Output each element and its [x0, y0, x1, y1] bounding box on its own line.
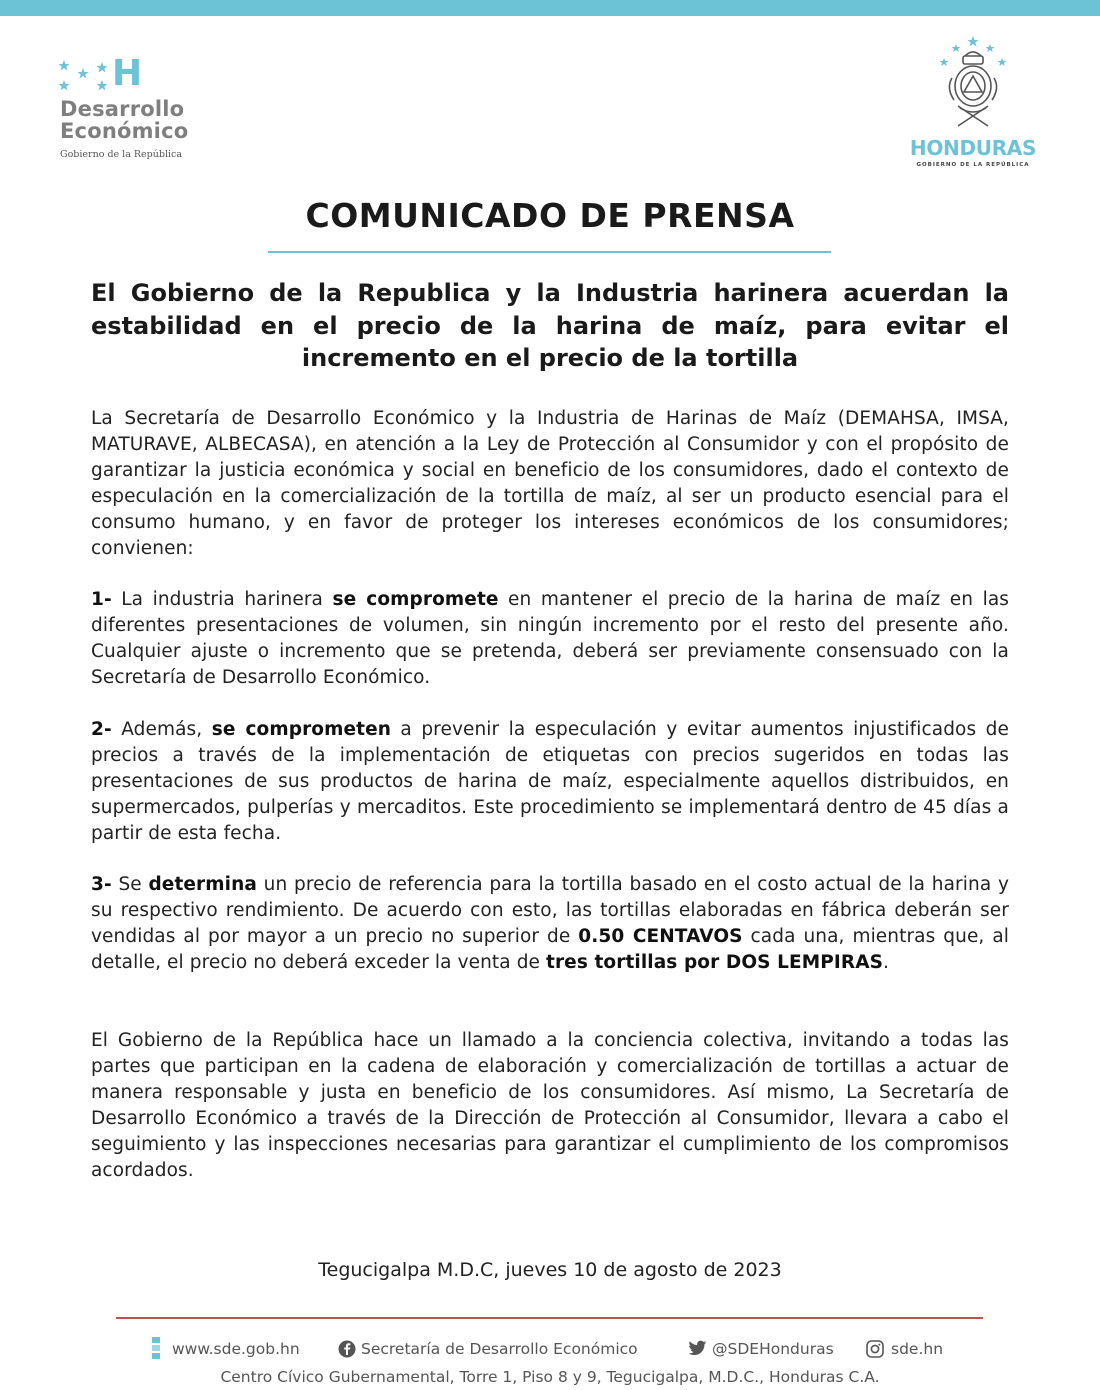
logo-h-letter: H — [112, 53, 143, 94]
point-2-post: a prevenir la especulación y evitar aumentos injustificados de precios a través de la implementación de etiquetas con precios sugeridos en todas las presentaciones de sus productos de harina de maíz, especialmente aquellos distribuidos, en supermercados, pulperías y mercaditos. Este procedimiento se implementará dentro de 45 días a partir de esta fecha. — [91, 719, 1009, 844]
instagram-icon — [866, 1340, 884, 1358]
facebook-icon — [338, 1340, 356, 1358]
point-3-price: 0.50 CENTAVOS — [578, 926, 743, 947]
point-1-bold: se compromete — [332, 589, 499, 610]
footer-website-text: www.sde.gob.hn — [172, 1340, 300, 1358]
logo-word-economico: Económico — [60, 119, 189, 143]
logo-word-desarrollo: Desarrollo — [60, 97, 185, 121]
closing-paragraph: El Gobierno de la República hace un llamado a la conciencia colectiva, invitando a todas las partes que participan en la cadena de elaboración y comercialización de tortillas a actuar de manera responsable y justa en beneficio de los consumidores. Así mismo, La Secretaría de Desarrollo Económico a través de la Dirección de Protección al Consumidor, llevara a cabo el seguimiento y las inspecciones necesarias para garantizar el cumplimiento de los compromisos acordados. — [91, 1030, 1009, 1181]
document-title: COMUNICADO DE PRENSA — [305, 196, 795, 235]
intro-paragraph: La Secretaría de Desarrollo Económico y la Industria de Harinas de Maíz (DEMAHSA, IMSA, MATURAVE, ALBECASA), en atención a la Ley de Protección al Consumidor y con el propósito de garantizar la justicia económica y social en beneficio de los consumidores, dado el contexto de especulación en la comercialización de la tortilla de maíz, al ser un producto esencial para el consumo humano, y en favor de proteger los intereses económicos de los consumidores; convienen: — [91, 408, 1009, 559]
twitter-icon — [688, 1340, 707, 1357]
point-3-retail: tres tortillas por DOS LEMPIRAS — [546, 952, 884, 973]
footer-address: Centro Cívico Gubernamental, Torre 1, Piso 8 y 9, Tegucigalpa, M.D.C., Honduras C.A. — [220, 1368, 880, 1386]
logo-tagline: Gobierno de la República — [60, 149, 183, 160]
point-1-pre: La industria harinera — [111, 589, 333, 610]
footer-facebook[interactable] — [338, 1336, 683, 1362]
footer-divider — [116, 1317, 983, 1319]
footer-twitter-text: @SDEHonduras — [712, 1340, 834, 1358]
point-1-post: en mantener el precio de la harina de maíz en las diferentes presentaciones de volumen, sin ningún incremento por el resto del presente año. Cualquier ajuste o incremento que se pretenda, deberá ser previamente consensuado con la Secretaría de Desarrollo Económico. — [91, 589, 1009, 688]
point-2-bold: se comprometen — [211, 719, 391, 740]
flag-bar-icon — [150, 1337, 162, 1359]
footer-instagram[interactable] — [866, 1336, 966, 1362]
logo-country-tagline: GOBIERNO DE LA REPÚBLICA — [916, 162, 1030, 168]
footer-instagram-text: sde.hn — [891, 1340, 944, 1358]
point-1-paragraph — [91, 587, 1009, 691]
logo-country-name: HONDURAS — [909, 136, 1037, 160]
point-3-post: . — [883, 952, 890, 973]
document-headline: El Gobierno de la Republica y la Industria harinera acuerdan la estabilidad en el precio de la harina de maíz, para evitar el incremento en el precio de la tortilla — [91, 279, 1009, 372]
point-3-number: 3- — [91, 874, 112, 895]
point-3-paragraph — [91, 872, 1009, 976]
point-2-paragraph — [91, 717, 1009, 847]
point-3-mid2: cada una, mientras que, al detalle, el precio no deberá exceder la venta de — [91, 926, 1010, 973]
footer-facebook-text: Secretaría de Desarrollo Económico — [361, 1340, 638, 1358]
point-3-bold: determina — [148, 874, 257, 895]
point-2-number: 2- — [91, 719, 112, 740]
desarrollo-economico-logo — [58, 53, 218, 166]
footer-twitter[interactable] — [688, 1336, 858, 1362]
top-accent-bar — [0, 0, 1100, 16]
stars-icon — [58, 60, 110, 92]
point-3-pre: Se — [111, 874, 149, 895]
coat-of-arms-icon — [930, 34, 1016, 134]
title-underline — [268, 251, 831, 253]
point-2-pre: Además, — [111, 719, 212, 740]
date-line: Tegucigalpa M.D.C, jueves 10 de agosto de 2023 — [318, 1259, 782, 1281]
point-3-mid: un precio de referencia para la tortilla basado en el costo actual de la harina y su respectivo rendimiento. De acuerdo con esto, las tortillas elaboradas en fábrica deberán ser vendidas al por mayor a un precio no superior de — [91, 874, 1009, 947]
point-1-number: 1- — [91, 589, 112, 610]
footer-website[interactable] — [150, 1336, 320, 1362]
honduras-logo — [900, 34, 1050, 174]
footer-contacts — [150, 1336, 980, 1362]
